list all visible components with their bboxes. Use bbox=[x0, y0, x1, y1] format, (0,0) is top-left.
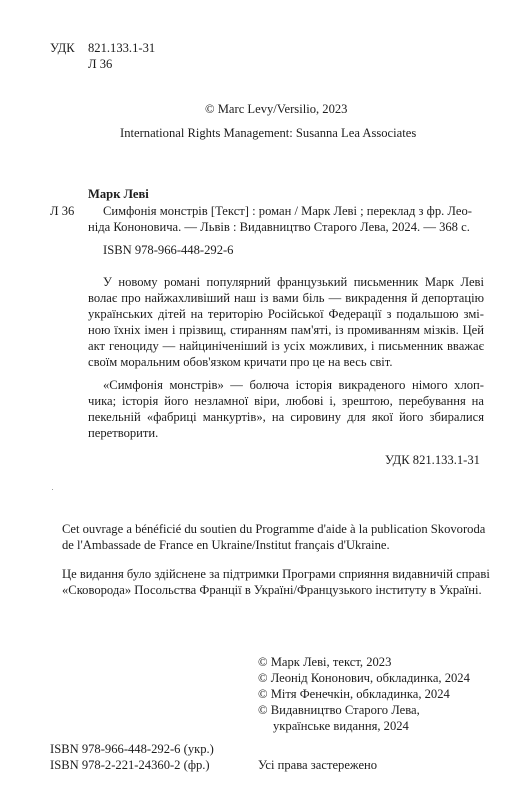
author-mark: Л 36 bbox=[88, 57, 113, 71]
entry-mark: Л 36 bbox=[50, 204, 75, 218]
copyright-original: © Marc Levy/Versilio, 2023 bbox=[205, 102, 348, 116]
annotation-line-6: своїм моральним обов'язком кричати про це на весь світ. bbox=[88, 355, 393, 369]
isbn-ukrainian: ISBN 978-966-448-292-6 (укр.) bbox=[50, 742, 214, 756]
copyright-cover-2: © Мітя Фенечкін, обкладинка, 2024 bbox=[258, 687, 450, 701]
annotation-line-4: ною їхніх імен і прізвищ, стиранням пам'яті, із промиванням мізків. Цей bbox=[88, 323, 484, 337]
isbn-main: ISBN 978-966-448-292-6 bbox=[103, 243, 234, 257]
support-fr-line-1: Cet ouvrage a bénéficié du soutien du Programme d'aide à la publication Skovoroda bbox=[62, 522, 486, 536]
udc-footer: УДК 821.133.1-31 bbox=[385, 453, 480, 467]
rights-management: International Rights Management: Susanna Lea Associates bbox=[120, 126, 417, 140]
copyright-cover-1: © Леонід Кононович, обкладинка, 2024 bbox=[258, 671, 470, 685]
annotation-line-1: У новому романі популярний французький письменник Марк Леві bbox=[103, 275, 484, 289]
annotation-line-5: акт геноциду — найциніченіший із усіх можливих, і письменник вважає bbox=[88, 339, 484, 353]
udc-label: УДК bbox=[50, 41, 75, 55]
support-ua-line-2: «Сковорода» Посольства Франції в Україні/Французького інституту в Україні. bbox=[62, 583, 482, 597]
entry-line-2: ніда Кононовича. — Львів : Видавництво Старого Лева, 2024. — 368 с. bbox=[88, 220, 470, 234]
copyright-text: © Марк Леві, текст, 2023 bbox=[258, 655, 392, 669]
annotation-line-2: волає про найжахливіший наш із вами біль — викрадення й депортацію bbox=[88, 291, 484, 305]
annotation-line-3: українських дітей на територію Російської Федерації з подальшою змі- bbox=[88, 307, 484, 321]
udc-code: 821.133.1-31 bbox=[88, 41, 156, 55]
entry-line-1: Симфонія монстрів [Текст] : роман / Марк Леві ; переклад з фр. Лео- bbox=[103, 204, 472, 218]
annotation2-line-4: перетворити. bbox=[88, 426, 159, 440]
isbn-french: ISBN 978-2-221-24360-2 (фр.) bbox=[50, 758, 210, 772]
annotation2-line-1: «Симфонія монстрів» — болюча історія викраденого німого хлоп- bbox=[103, 378, 484, 392]
copyright-edition: українське видання, 2024 bbox=[273, 719, 409, 733]
annotation2-line-2: чика; історія його незламної віри, любові і, зрештою, перебування на bbox=[88, 394, 484, 408]
author-name: Марк Леві bbox=[88, 187, 149, 201]
dot-mark bbox=[52, 489, 53, 490]
annotation2-line-3: пекельній «фабриці манкуртів», на сировину для якої його збиралися bbox=[88, 410, 484, 424]
support-ua-line-1: Це видання було здійснене за підтримки Програми сприяння видавничій справі bbox=[62, 567, 490, 581]
copyright-publisher: © Видавництво Старого Лева, bbox=[258, 703, 420, 717]
all-rights-reserved: Усі права застережено bbox=[258, 758, 378, 772]
support-fr-line-2: de l'Ambassade de France en Ukraine/Institut français d'Ukraine. bbox=[62, 538, 390, 552]
